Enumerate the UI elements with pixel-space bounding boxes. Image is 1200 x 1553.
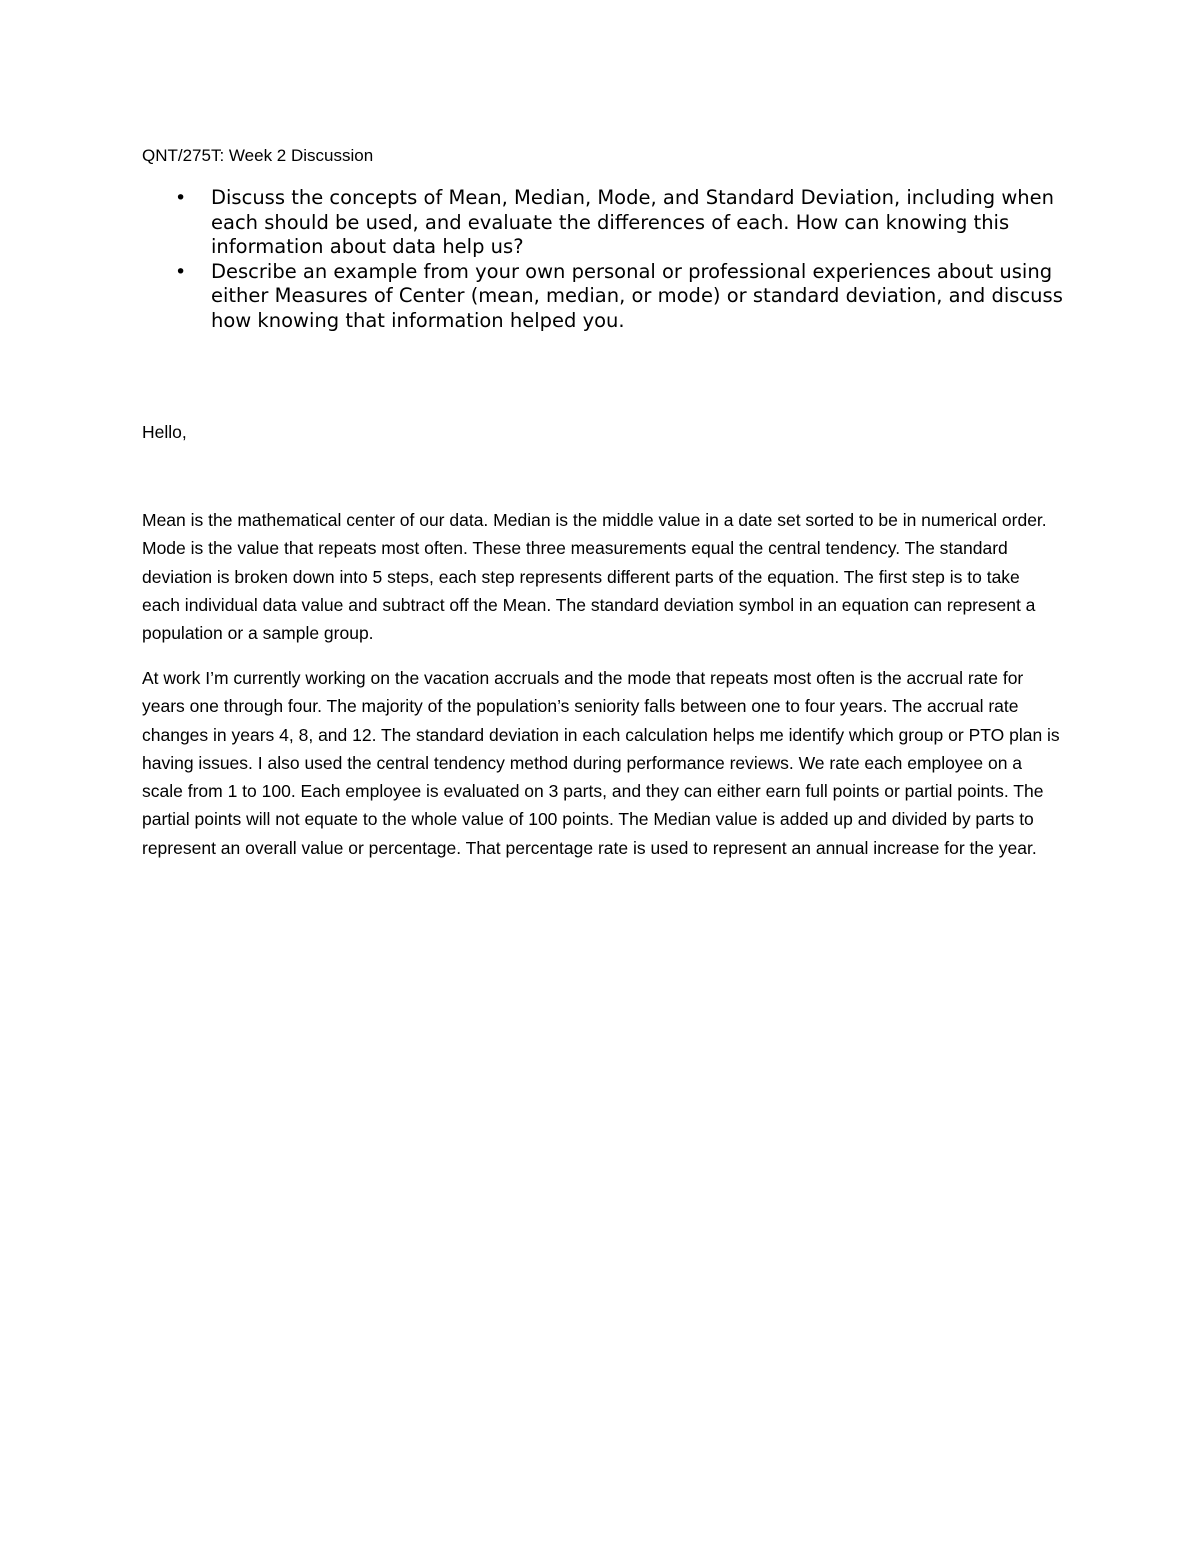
prompt-text: Describe an example from your own personal or professional experiences about using either Measures of Center (mean, median, or mode) or standard deviation, and discuss how knowing that information helped you.	[211, 259, 1063, 332]
list-item	[142, 260, 1082, 334]
document-title: QNT/275T: Week 2 Discussion	[142, 146, 374, 165]
body-paragraph: At work I’m currently working on the vacation accruals and the mode that repeats most often is the accrual rate for years one through four. The majority of the population’s seniority falls between one to four years. The accrual rate changes in years 4, 8, and 12. The standard deviation in each calculation helps me identify which group or PTO plan is having issues. I also used the central tendency method during performance reviews. We rate each employee on a scale from 1 to 100. Each employee is evaluated on 3 parts, and they can either earn full points or partial points. The partial points will not equate to the whole value of 100 points. The Median value is added up and divided by parts to represent an overall value or percentage. That percentage rate is used to represent an annual increase for the year.	[142, 668, 1060, 858]
list-item	[142, 186, 1082, 260]
bullet-icon: •	[175, 187, 187, 209]
discussion-prompt-list	[142, 186, 1082, 333]
greeting: Hello,	[142, 422, 187, 442]
bullet-icon: •	[175, 260, 187, 283]
body-paragraph: Mean is the mathematical center of our data. Median is the middle value in a date set sorted to be in numerical order. Mode is the value that repeats most often. These three measurements equal the central tendency. The standard deviation is broken down into 5 steps, each step represents different parts of the equation. The first step is to take each individual data value and subtract off the Mean. The standard deviation symbol in an equation can represent a population or a sample group.	[142, 510, 1047, 644]
prompt-text: Discuss the concepts of Mean, Median, Mode, and Standard Deviation, including when each should be used, and evaluate the differences of each. How can knowing this information about data help us?	[211, 186, 1055, 258]
